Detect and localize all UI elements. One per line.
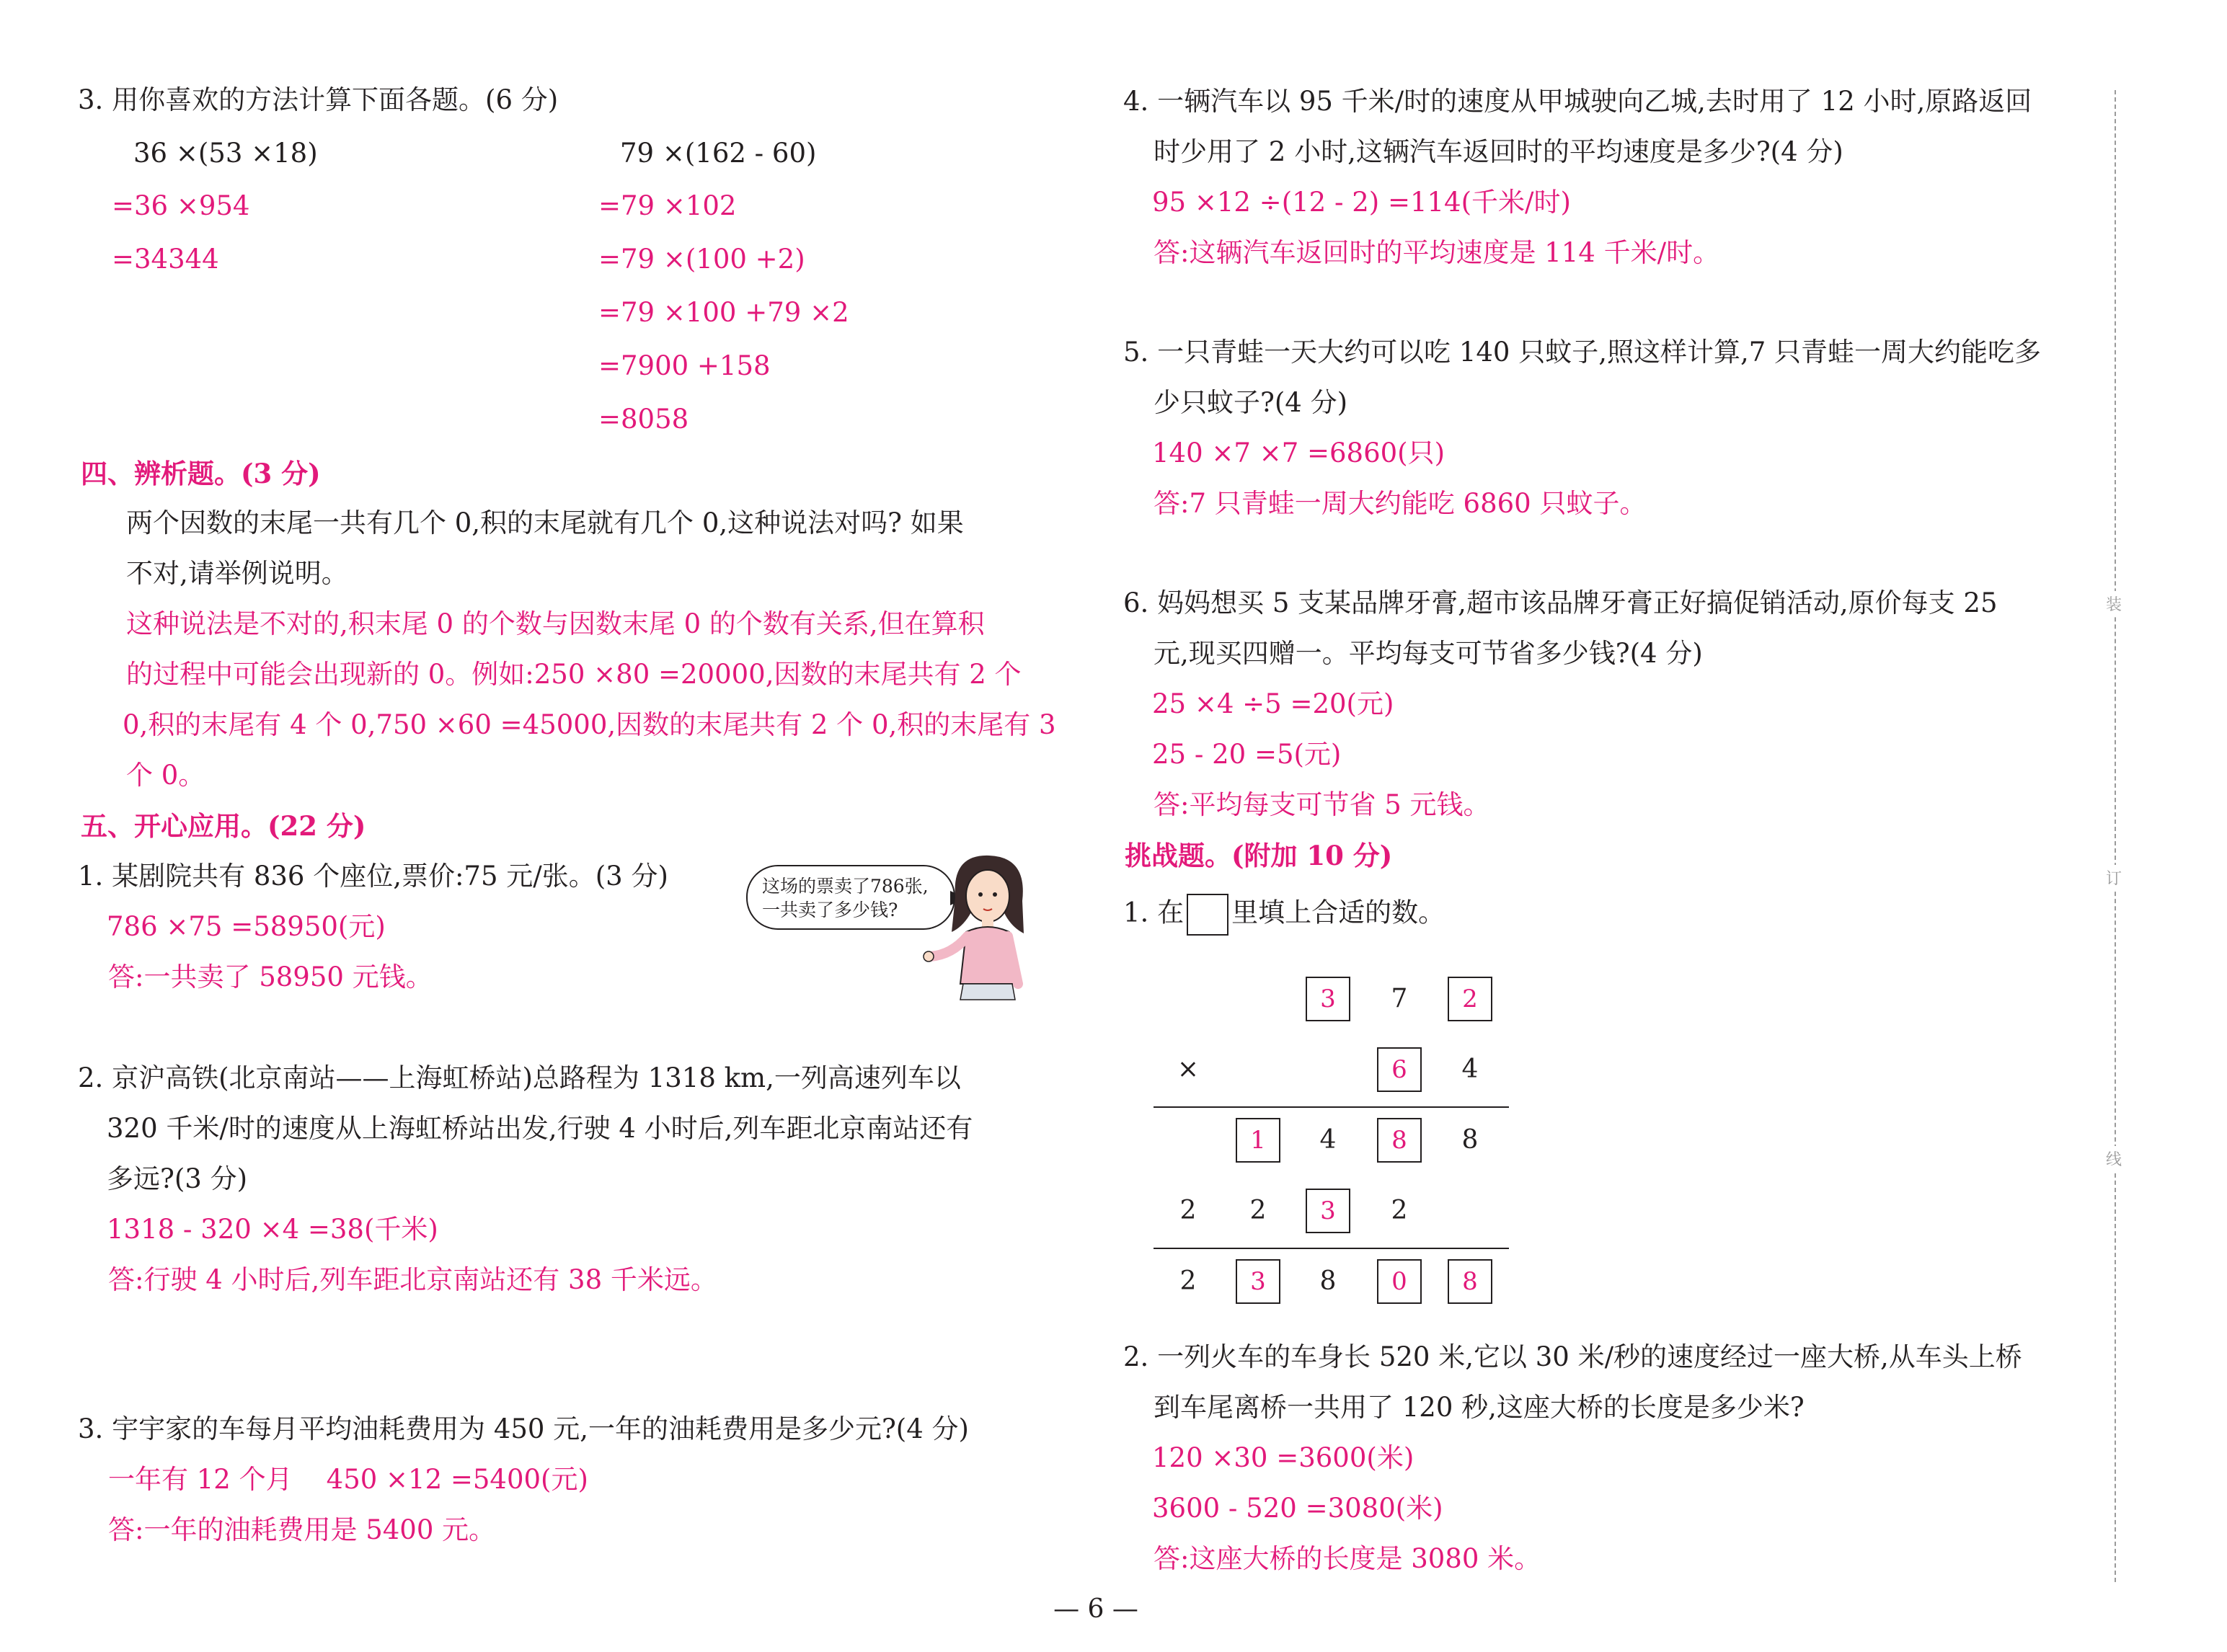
- q3-expr2-step: =79 ×(100 +2): [598, 244, 805, 275]
- p4-answer: 答:这辆汽车返回时的平均速度是 114 千米/时。: [1154, 237, 1720, 268]
- grid-line: [1154, 1248, 1509, 1249]
- margin-char-xian: 线: [2106, 1146, 2122, 1171]
- q3-expr2-step: =79 ×100 +79 ×2: [598, 297, 849, 328]
- sec4-answer-line: 这种说法是不对的,积末尾 0 的个数与因数末尾 0 的个数有关系,但在算积: [126, 608, 985, 639]
- p6-question-line: 6. 妈妈想买 5 支某品牌牙膏,超市该品牌牙膏正好搞促销活动,原价每支 25: [1123, 587, 1998, 618]
- digit: 8: [1461, 1125, 1479, 1155]
- p5-calc: 140 ×7 ×7 =6860(只): [1152, 438, 1445, 468]
- p6-calc: 25 ×4 ÷5 =20(元): [1152, 688, 1394, 719]
- p3-question: 3. 宇宇家的车每月平均油耗费用为 450 元,一年的油耗费用是多少元?(4 分): [78, 1413, 969, 1444]
- binding-dashed-line: [2115, 90, 2116, 1582]
- p2-question-line: 多远?(3 分): [107, 1163, 248, 1194]
- p1-calc: 786 ×75 =58950(元): [107, 911, 386, 942]
- digit: 4: [1319, 1125, 1337, 1155]
- answer-box: 0: [1377, 1259, 1422, 1304]
- c2-calc: 120 ×30 =3600(米): [1152, 1442, 1414, 1473]
- p5-question-line: 少只蚊子?(4 分): [1154, 387, 1348, 418]
- p2-question-line: 320 千米/时的速度从上海虹桥站出发,行驶 4 小时后,列车距北京南站还有: [107, 1113, 973, 1144]
- sec4-answer-line: 的过程中可能会出现新的 0。例如:250 ×80 =20000,因数的末尾共有 2 个: [126, 659, 1022, 690]
- c2-question-line: 2. 一列火车的车身长 520 米,它以 30 米/秒的速度经过一座大桥,从车头上桥: [1123, 1341, 2022, 1372]
- q3-expr2-step: =7900 +158: [598, 350, 771, 381]
- p6-answer: 答:平均每支可节省 5 元钱。: [1154, 789, 1490, 820]
- challenge-1-question: [1123, 894, 1445, 936]
- answer-box: 3: [1306, 977, 1350, 1021]
- p2-question-line: 2. 京沪高铁(北京南站——上海虹桥站)总路程为 1318 km,一列高速列车以: [78, 1062, 961, 1093]
- q3-expr1-step: =36 ×954: [112, 190, 250, 221]
- answer-box: 2: [1448, 977, 1492, 1021]
- margin-char-zhuang: 装: [2106, 591, 2122, 616]
- digit: 2: [1179, 1196, 1197, 1225]
- times-sign: ×: [1177, 1054, 1200, 1084]
- c2-answer: 答:这座大桥的长度是 3080 米。: [1154, 1543, 1541, 1574]
- answer-box: 6: [1377, 1047, 1422, 1092]
- p5-answer: 答:7 只青蛙一周大约能吃 6860 只蚊子。: [1154, 488, 1647, 519]
- c1-prefix: 1. 在: [1123, 897, 1185, 928]
- q3-title: 3. 用你喜欢的方法计算下面各题。(6 分): [78, 84, 559, 115]
- bubble-line: 一共卖了多少钱?: [762, 899, 898, 920]
- q3-expr2-step: =8058: [598, 404, 689, 435]
- q3-expr1-step: =34344: [112, 244, 219, 275]
- p1-question: 1. 某剧院共有 836 个座位,票价:75 元/张。(3 分): [78, 861, 668, 892]
- c2-question-line: 到车尾离桥一共用了 120 秒,这座大桥的长度是多少米?: [1154, 1392, 1805, 1423]
- q3-expr1: 36 ×(53 ×18): [133, 138, 318, 169]
- c2-calc: 3600 - 520 =3080(米): [1152, 1493, 1443, 1524]
- p6-calc: 25 - 20 =5(元): [1152, 739, 1342, 770]
- section-5-heading: 五、开心应用。(22 分): [81, 810, 366, 842]
- p4-calc: 95 ×12 ÷(12 - 2) =114(千米/时): [1152, 187, 1571, 218]
- girl-illustration: [923, 847, 1045, 1002]
- digit: 4: [1461, 1054, 1479, 1084]
- p5-question-line: 5. 一只青蛙一天大约可以吃 140 只蚊子,照这样计算,7 只青蛙一周大约能吃多: [1123, 337, 2042, 368]
- digit: 8: [1319, 1266, 1337, 1296]
- bubble-line: 这场的票卖了786张,: [762, 876, 929, 897]
- digit: 2: [1179, 1266, 1197, 1296]
- q3-expr2-step: =79 ×102: [598, 190, 737, 221]
- answer-box: 3: [1236, 1259, 1280, 1304]
- p1-answer: 答:一共卖了 58950 元钱。: [108, 962, 433, 992]
- blank-box-icon: [1187, 894, 1228, 936]
- sec4-question-line: 不对,请举例说明。: [126, 558, 348, 589]
- sec4-question-line: 两个因数的末尾一共有几个 0,积的末尾就有几个 0,这种说法对吗? 如果: [126, 507, 964, 538]
- answer-box: 8: [1377, 1118, 1422, 1163]
- section-4-heading: 四、辨析题。(3 分): [81, 458, 321, 489]
- answer-box: 3: [1306, 1189, 1350, 1233]
- digit: 2: [1391, 1196, 1408, 1225]
- c1-suffix: 里填上合适的数。: [1231, 897, 1445, 928]
- answer-box: 1: [1236, 1118, 1280, 1163]
- p4-question-line: 4. 一辆汽车以 95 千米/时的速度从甲城驶向乙城,去时用了 12 小时,原路返回: [1123, 86, 2032, 117]
- grid-line: [1154, 1106, 1509, 1108]
- page-number: — 6 —: [1053, 1594, 1138, 1624]
- q3-expr2: 79 ×(162 - 60): [620, 138, 817, 169]
- sec4-answer-line: 个 0。: [126, 760, 205, 791]
- p6-question-line: 元,现买四赠一。平均每支可节省多少钱?(4 分): [1154, 638, 1703, 669]
- p2-calc: 1318 - 320 ×4 =38(千米): [107, 1214, 438, 1245]
- answer-box: 8: [1448, 1259, 1492, 1304]
- challenge-heading: 挑战题。(附加 10 分): [1125, 840, 1393, 871]
- p3-answer: 答:一年的油耗费用是 5400 元。: [108, 1514, 496, 1545]
- p4-question-line: 时少用了 2 小时,这辆汽车返回时的平均速度是多少?(4 分): [1154, 136, 1843, 167]
- p2-answer: 答:行驶 4 小时后,列车距北京南站还有 38 千米远。: [108, 1264, 717, 1295]
- p3-calc: 一年有 12 个月 450 ×12 =5400(元): [108, 1464, 588, 1495]
- sec4-answer-line: 0,积的末尾有 4 个 0,750 ×60 =45000,因数的末尾共有 2 个 0,积的末尾有 3: [123, 709, 1056, 740]
- digit: 7: [1391, 984, 1408, 1013]
- digit: 2: [1249, 1196, 1267, 1225]
- margin-char-ding: 订: [2106, 865, 2122, 890]
